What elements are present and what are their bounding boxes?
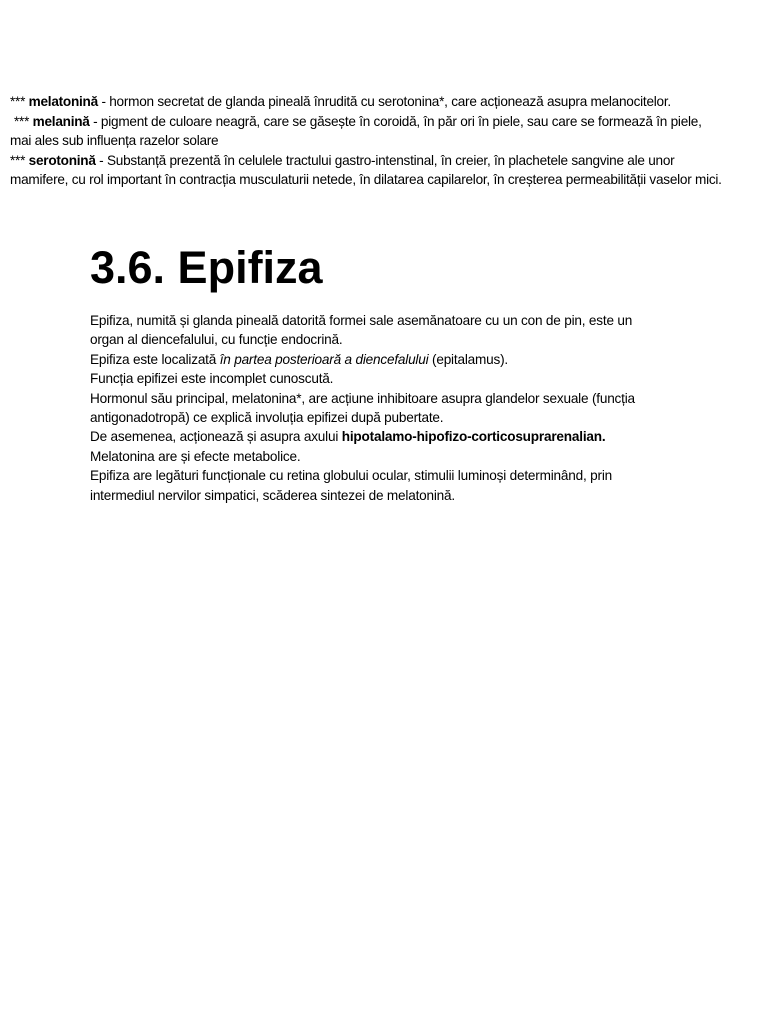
note-term: serotonină [28,152,96,168]
note-definition: - hormon secretat de glanda pineală înrudită cu serotonina*, care acționează asupra melanocitelor. [97,94,671,109]
text-run: Epifiza este localizată [90,351,220,367]
paragraph-line: Melatonina are și efecte metabolice. [90,448,301,464]
note-term: melanină [32,113,90,129]
text-run: (epitalamus). [428,351,508,367]
note-melanina-continued: mai ales sub influența razelor solare [10,133,219,148]
section-title: 3.6. Epifiza [90,242,323,293]
note-prefix: *** [14,113,30,129]
paragraph-localization [90,350,710,369]
paragraph-line: Funcția epifizei este incomplet cunoscută. [90,371,334,387]
section-header [90,240,710,296]
note-melanina [10,112,768,132]
footnotes [10,92,768,190]
paragraph-line: Epifiza are legături funcționale cu retina globului ocular, stimulii luminoși determinând, prin [90,468,613,484]
paragraph-axis [90,427,710,446]
note-term: melatonină [28,94,98,109]
paragraph-line: Hormonul său principal, melatonina*, are acțiune inhibitoare asupra glandelor sexuale (funcția [90,390,635,406]
paragraph-line: intermediul nervilor simpatici, scăderea sintezei de melatonină. [90,487,455,503]
note-definition: - Substanță prezentă în celulele tractului gastro-intenstinal, în creier, în plachetele sangvine ale unor [95,152,675,168]
bold-text: hipotalamo-hipofizo-corticosuprarenalian. [341,429,606,445]
paragraph-line: Epifiza, numită și glanda pineală datorită formei sale asemănatoare cu un con de pin, este un [90,313,633,328]
italic-text: în partea posterioară a diencefalului [219,351,429,367]
section-body [90,311,710,505]
note-prefix: *** [10,94,26,109]
note-serotonina [10,151,768,171]
note-prefix: *** [10,152,26,168]
note-melatonina [10,92,768,112]
paragraph-line: organ al diencefalului, cu funcție endocrină. [90,332,343,348]
text-run: De asemenea, acționează și asupra axului [90,429,342,445]
note-serotonina-continued: mamifere, cu rol important în contracția musculaturii netede, în dilatarea capilarelor, în creșterea permeabilității vaselor mici. [10,172,722,187]
note-definition: - pigment de culoare neagră, care se găsește în coroidă, în păr ori în piele, sau care se formează în piele, [89,113,702,129]
paragraph-line: antigonadotropă) ce explică involuția epifizei după pubertate. [90,410,444,426]
